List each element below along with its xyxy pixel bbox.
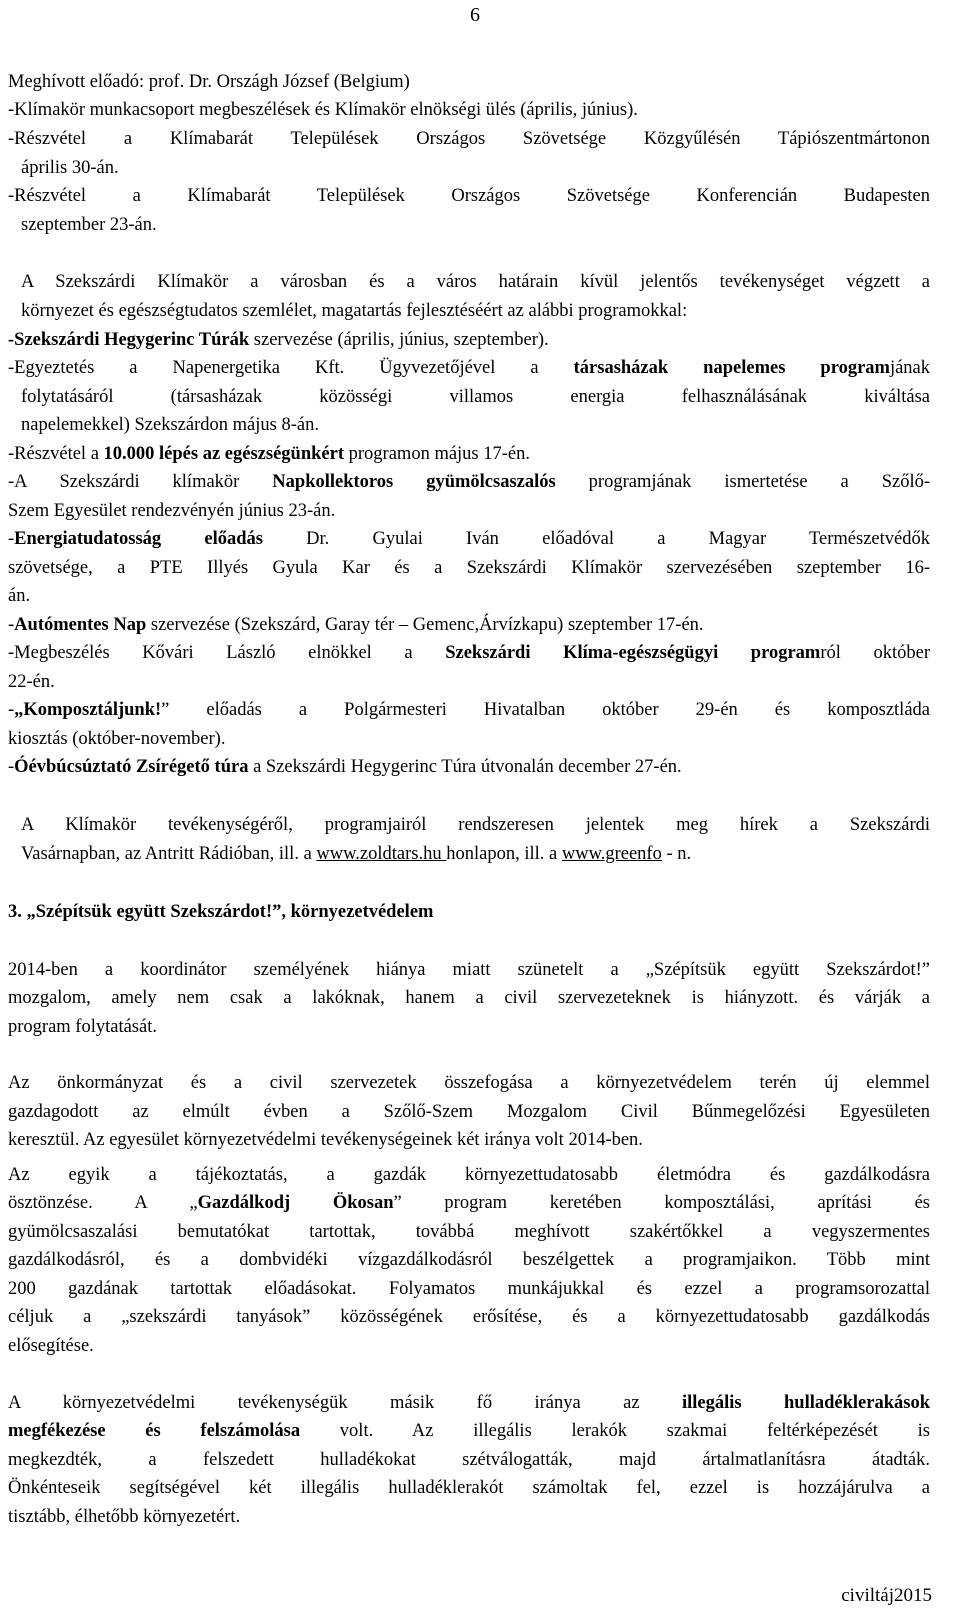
text-span: - n. [661,844,692,864]
text-line [8,356,930,380]
text-span: programon május 17-én. [344,444,531,464]
text-line: elősegítése. [8,1336,94,1356]
text-span: a Szekszárdi Hegygerinc Túra útvonalán december 27-én. [248,757,682,777]
text-line [8,527,930,551]
text-line [8,328,930,352]
text-span: - [8,529,15,549]
text-line: gazdálkodásról, és a dombvidéki vízgazdálkodásról beszélgettek a programjaikon. Több mint [8,1250,930,1270]
section-heading [8,900,930,924]
text-line: tisztább, élhetőbb környezetért. [8,1507,241,1527]
footer-label: civiltáj2015 [841,1585,932,1606]
bold-text: Szekszárdi Klíma-egészségügyi program [445,643,821,663]
bold-text: „Komposztáljunk! [14,700,162,720]
text-line: szövetsége, a PTE Illyés Gyula Kar és a Szekszárdi Klímakör szervezésében szeptember 16- [8,558,930,578]
bold-text: Autómentes Nap [14,615,147,635]
text-line: gazdagodott az elmúlt évben a Szőlő-Szem Mozgalom Civil Bűnmegelőzési Egyesületen [8,1102,930,1122]
text-line [8,613,930,637]
text-span: ” program keretében komposztálási, aprítási és [393,1193,931,1213]
text-line: céljuk a „szekszárdi tanyások” közösségének erősítése, és a környezettudatosabb gazdálkodás [8,1307,930,1327]
text-line [21,842,930,866]
text-line: napelemekkel) Szekszárdon május 8-án. [21,415,319,435]
text-span: - [8,615,15,635]
text-span: -Megbeszélés Kővári László elnökkel a [8,643,446,663]
text-line [8,470,930,494]
text-line: A Szekszárdi Klímakör a városban és a város határain kívül jelentős tevékenységet végzett a [21,272,930,292]
text-line: kiosztás (október-november). [8,729,226,749]
bold-text: -Szekszárdi Hegygerinc Túrák [8,330,250,350]
text-span: -A Szekszárdi klímakör [8,472,273,492]
bold-text: megfékezése és felszámolása [8,1421,301,1441]
bold-text: Napkollektoros gyümölcsaszalós [272,472,556,492]
text-span: ról október [820,643,930,663]
bold-text: Óévbúcsúztató Zsírégető túra [14,757,249,777]
text-line: án. [8,586,31,606]
text-span: -Részvétel a [8,444,104,464]
text-line: Meghívott előadó: prof. Dr. Országh József (Belgium) [8,72,410,92]
text-span: volt. Az illegális lerakók szakmai feltérképezését is [300,1421,930,1441]
bold-text: illegális hulladéklerakások [681,1393,930,1413]
text-line: keresztül. Az egyesület környezetvédelmi tevékenységeinek két iránya volt 2014-ben. [8,1130,643,1150]
text-span: -Egyeztetés a Napenergetika Kft. Ügyvezetőjével a [8,358,574,378]
text-line: Az önkormányzat és a civil szervezetek összefogása a környezetvédelem terén új elemmel [8,1073,930,1093]
text-line: -Részvétel a Klímabarát Települések Országos Szövetsége Konferencián Budapesten [8,186,930,206]
bold-text: 3. „Szépítsük együtt Szekszárdot!” [8,902,282,922]
text-line: megkezdték, a felszedett hulladékokat szétválogatták, majd ártalmatlanításra átadták. [8,1450,930,1470]
bold-text: Gazdálkodj Ökosan [197,1193,394,1213]
text-line: április 30-án. [21,158,119,178]
text-span: jának [889,358,930,378]
text-line: Szem Egyesület rendezvényén június 23-án. [8,501,336,521]
text-span: Dr. Gyulai Iván előadóval a Magyar Természetvédők [262,529,930,549]
text-line [8,755,930,779]
text-line: mozgalom, amely nem csak a lakóknak, hanem a civil szervezeteknek is hiányzott. és várják a [8,988,930,1008]
text-line [8,698,930,722]
text-span: szervezése (Szekszárd, Garay tér – Gemenc,Árvízkapu) szeptember 17-én. [146,615,704,635]
text-line [8,1419,930,1443]
bold-text: 10.000 lépés az egészségünkért [103,444,345,464]
text-span: A környezetvédelmi tevékenységük másik fő iránya az [8,1393,682,1413]
text-line: 22-én. [8,672,55,692]
text-line [8,641,930,665]
text-span: - [8,757,15,777]
text-line: program folytatását. [8,1017,157,1037]
text-line: Az egyik a tájékoztatás, a gazdák környezettudatosabb életmódra és gazdálkodásra [8,1165,930,1185]
text-span: szervezése (április, június, szeptember). [249,330,549,350]
text-line: Önkénteseik segítségével két illegális hulladéklerakót számoltak fel, ezzel is hozzájárulva a [8,1478,930,1498]
bold-text: Energiatudatosság előadás [14,529,263,549]
text-line [8,442,930,466]
text-span: ösztönzése. A „ [8,1193,198,1213]
text-line: szeptember 23-án. [21,215,157,235]
link-zoldtars[interactable]: www.zoldtars.hu [316,844,447,864]
page-number: 6 [470,4,480,26]
text-line: folytatásáról (társasházak közösségi villamos energia felhasználásának kiváltása [21,387,930,407]
text-line: 2014-ben a koordinátor személyének hiánya miatt szünetelt a „Szépítsük együtt Szekszárdot!” [8,960,930,980]
text-line: -Klímakör munkacsoport megbeszélések és Klímakör elnökségi ülés (április, június). [8,100,638,120]
text-span: programjának ismertetése a Szőlő- [555,472,930,492]
text-span: Vasárnapban, az Antritt Rádióban, ill. a [21,844,317,864]
text-line [8,1191,930,1215]
text-span: ” előadás a Polgármesteri Hivatalban október 29-én és komposztláda [161,700,930,720]
text-line: környezet és egészségtudatos szemlélet, magatartás fejlesztéséért az alábbi programokkal: [21,301,688,321]
link-greenfo[interactable]: www.greenfo [561,844,662,864]
text-line: gyümölcsaszalási bemutatókat tartottak, továbbá meghívott szakértőkkel a vegyszermentes [8,1222,930,1242]
text-line: 200 gazdának tartottak előadásokat. Folyamatos munkájukkal és ezzel a programsorozattal [8,1279,930,1299]
text-line: -Részvétel a Klímabarát Települések Országos Szövetsége Közgyűlésén Tápiószentmártonon [8,129,930,149]
bold-text: társasházak napelemes program [573,358,890,378]
text-line [8,1391,930,1415]
text-line: A Klímakör tevékenységéről, programjairól rendszeresen jelentek meg hírek a Szekszárdi [21,815,930,835]
text-span: honlapon, ill. a [446,844,562,864]
text-span: - [8,700,15,720]
bold-text: , környezetvédelem [281,902,434,922]
